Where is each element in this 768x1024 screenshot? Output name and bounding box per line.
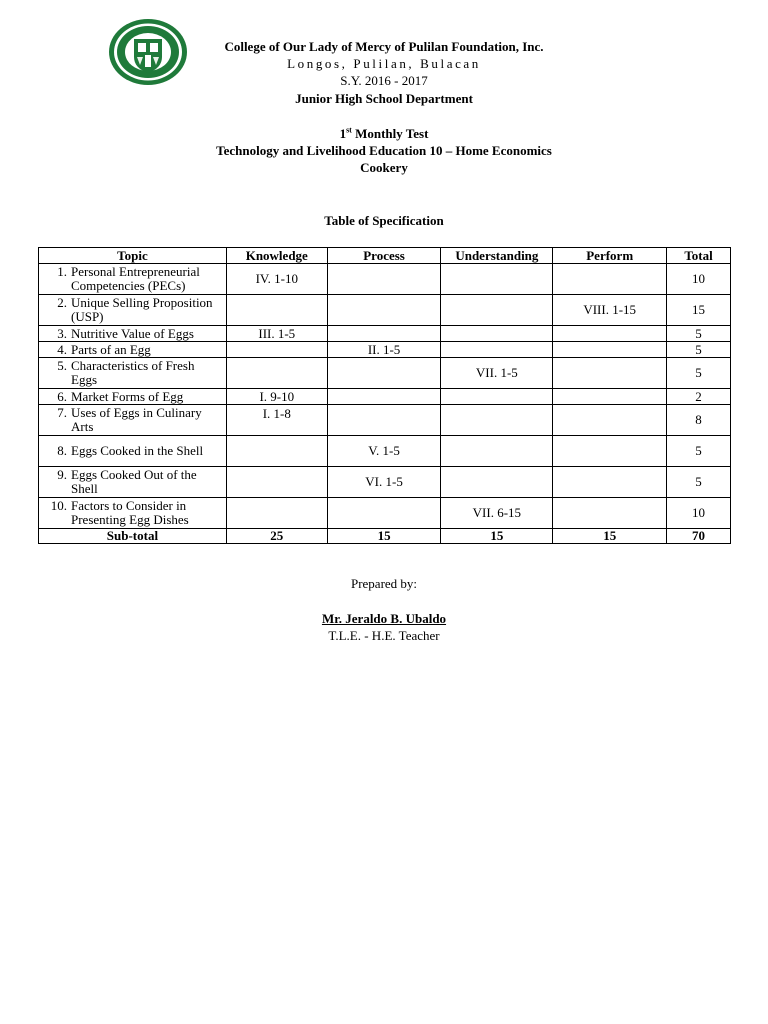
understanding-cell: VII. 6-15 xyxy=(441,498,553,529)
knowledge-cell xyxy=(226,342,327,358)
subtotal-process: 15 xyxy=(327,529,441,544)
perform-cell xyxy=(553,342,667,358)
subtotal-row xyxy=(39,529,731,544)
topic-cell xyxy=(39,326,227,342)
topic-number: 8. xyxy=(57,443,67,458)
subtotal-perform: 15 xyxy=(553,529,667,544)
specification-table xyxy=(38,247,731,544)
understanding-cell xyxy=(441,467,553,498)
topic-number: 5. xyxy=(57,358,67,373)
topic-number: 4. xyxy=(57,341,67,357)
subtotal-knowledge: 25 xyxy=(226,529,327,544)
header-process: Process xyxy=(327,248,441,264)
topic-number: 6. xyxy=(57,388,67,404)
subtotal-understanding: 15 xyxy=(441,529,553,544)
perform-cell xyxy=(553,405,667,436)
understanding-cell xyxy=(441,436,553,467)
topic-cell xyxy=(39,342,227,358)
understanding-cell: VII. 1-5 xyxy=(441,358,553,389)
table-row xyxy=(39,295,731,326)
topic-cell xyxy=(39,436,227,467)
prepared-by-label: Prepared by: xyxy=(350,576,418,591)
preparer-name-line xyxy=(0,611,768,627)
total-cell: 5 xyxy=(667,342,731,358)
table-header-row xyxy=(39,248,731,264)
perform-cell xyxy=(553,436,667,467)
total-cell: 5 xyxy=(667,358,731,389)
topic-number: 9. xyxy=(57,467,67,482)
topic-text: Characteristics of Fresh Eggs xyxy=(71,358,195,387)
topic-number: 10. xyxy=(50,498,67,513)
process-cell xyxy=(327,389,441,405)
table-row xyxy=(39,405,731,436)
topic-cell xyxy=(39,264,227,295)
topic-cell xyxy=(39,295,227,326)
topic-number: 3. xyxy=(57,325,67,341)
subject-title: Technology and Livelihood Education 10 – Home Economics xyxy=(216,143,552,158)
understanding-cell xyxy=(441,342,553,358)
perform-cell xyxy=(553,389,667,405)
header-knowledge: Knowledge xyxy=(226,248,327,264)
total-cell: 10 xyxy=(667,498,731,529)
table-row xyxy=(39,498,731,529)
total-cell: 15 xyxy=(667,295,731,326)
knowledge-cell xyxy=(226,436,327,467)
institution-name: College of Our Lady of Mercy of Pulilan Foundation, Inc. xyxy=(224,39,544,54)
test-ordinal-suffix: st xyxy=(346,125,352,135)
preparer-name: Mr. Jeraldo B. Ubaldo xyxy=(321,611,447,626)
strand-title: Cookery xyxy=(360,160,408,175)
process-cell xyxy=(327,498,441,529)
understanding-cell xyxy=(441,389,553,405)
topic-text: Personal Entrepreneurial Competencies (PECs) xyxy=(71,264,200,293)
test-name: Monthly Test xyxy=(351,126,429,141)
topic-text: Eggs Cooked in the Shell xyxy=(71,443,204,458)
knowledge-cell xyxy=(226,295,327,326)
total-cell: 5 xyxy=(667,436,731,467)
topic-number: 2. xyxy=(57,295,67,310)
subtotal-label: Sub-total xyxy=(39,529,227,544)
header-perform: Perform xyxy=(553,248,667,264)
perform-cell xyxy=(553,264,667,295)
understanding-cell xyxy=(441,326,553,342)
topic-text: Market Forms of Egg xyxy=(71,388,184,404)
topic-cell xyxy=(39,358,227,389)
process-cell xyxy=(327,358,441,389)
table-row xyxy=(39,436,731,467)
topic-text: Unique Selling Proposition (USP) xyxy=(71,295,213,324)
perform-cell xyxy=(553,498,667,529)
total-cell: 5 xyxy=(667,467,731,498)
header-understanding: Understanding xyxy=(441,248,553,264)
perform-cell xyxy=(553,326,667,342)
total-cell: 8 xyxy=(667,405,731,436)
topic-cell xyxy=(39,405,227,436)
table-row xyxy=(39,467,731,498)
school-year: S.Y. 2016 - 2017 xyxy=(340,73,428,88)
perform-cell xyxy=(553,358,667,389)
knowledge-cell: IV. 1-10 xyxy=(226,264,327,295)
institution-address: Longos, Pulilan, Bulacan xyxy=(287,56,481,71)
topic-text: Factors to Consider in Presenting Egg Dishes xyxy=(71,498,189,527)
topic-text: Eggs Cooked Out of the Shell xyxy=(71,467,197,496)
header-topic: Topic xyxy=(39,248,227,264)
process-cell xyxy=(327,264,441,295)
knowledge-cell xyxy=(226,498,327,529)
process-cell xyxy=(327,326,441,342)
knowledge-cell: I. 9-10 xyxy=(226,389,327,405)
topic-text: Uses of Eggs in Culinary Arts xyxy=(71,405,202,434)
table-row xyxy=(39,264,731,295)
subtotal-total: 70 xyxy=(667,529,731,544)
total-cell: 2 xyxy=(667,389,731,405)
understanding-cell xyxy=(441,264,553,295)
understanding-cell xyxy=(441,405,553,436)
test-title xyxy=(0,126,768,142)
process-cell: VI. 1-5 xyxy=(327,467,441,498)
header-total: Total xyxy=(667,248,731,264)
table-row xyxy=(39,358,731,389)
process-cell xyxy=(327,405,441,436)
process-cell: V. 1-5 xyxy=(327,436,441,467)
preparer-position: T.L.E. - H.E. Teacher xyxy=(328,628,440,643)
total-cell: 5 xyxy=(667,326,731,342)
table-row xyxy=(39,389,731,405)
knowledge-cell: III. 1-5 xyxy=(226,326,327,342)
topic-text: Nutritive Value of Eggs xyxy=(71,325,194,341)
perform-cell: VIII. 1-15 xyxy=(553,295,667,326)
topic-number: 7. xyxy=(57,405,67,420)
topic-number: 1. xyxy=(57,264,67,279)
knowledge-cell: I. 1-8 xyxy=(226,405,327,436)
test-ordinal: 1 xyxy=(339,126,347,141)
department-name: Junior High School Department xyxy=(295,91,473,106)
table-row xyxy=(39,326,731,342)
topic-cell xyxy=(39,498,227,529)
knowledge-cell xyxy=(226,467,327,498)
topic-cell xyxy=(39,467,227,498)
knowledge-cell xyxy=(226,358,327,389)
topic-text: Parts of an Egg xyxy=(71,341,151,357)
process-cell xyxy=(327,295,441,326)
perform-cell xyxy=(553,467,667,498)
total-cell: 10 xyxy=(667,264,731,295)
topic-cell xyxy=(39,389,227,405)
table-row xyxy=(39,342,731,358)
understanding-cell xyxy=(441,295,553,326)
document-title: Table of Specification xyxy=(324,213,444,228)
process-cell: II. 1-5 xyxy=(327,342,441,358)
